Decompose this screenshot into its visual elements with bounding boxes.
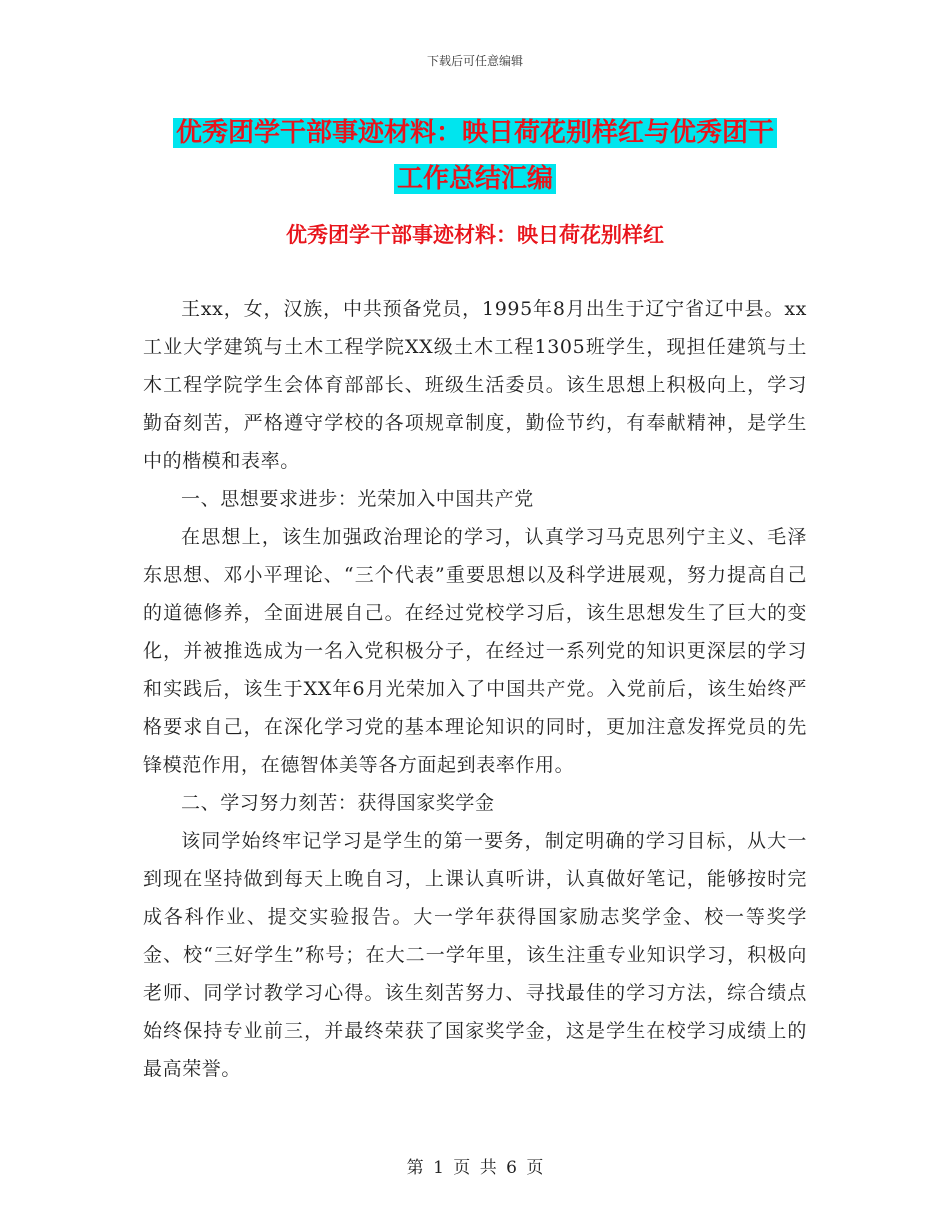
document-body bbox=[143, 290, 807, 1088]
document-title bbox=[140, 110, 810, 202]
document-title-line1: 优秀团学干部事迹材料：映日荷花别样红与优秀团干 bbox=[173, 118, 777, 148]
section-heading-study: 二、学习努力刻苦：获得国家奖学金 bbox=[181, 792, 495, 814]
paragraph-thought: 在思想上，该生加强政治理论的学习，认真学习马克思列宁主义、毛泽东思想、邓小平理论、“三个代表”重要思想以及科学进展观，努力提高自己的道德修养，全面进展自己。在经过党校学习后，该生思想发生了巨大的变化，并被推选成为一名入党积极分子，在经过一系列党的知识更深层的学习和实践后，该生于XX年6月光荣加入了中国共产党。入党前后，该生始终严格要求自己，在深化学习党的基本理论知识的同时，更加注意发挥党员的先锋模范作用，在德智体美等各方面起到表率作用。 bbox=[143, 526, 807, 776]
paragraph-study: 该同学始终牢记学习是学生的第一要务，制定明确的学习目标，从大一到现在坚持做到每天上晚自习，上课认真听讲，认真做好笔记，能够按时完成各科作业、提交实验报告。大一学年获得国家励志奖学金、校一等奖学金、校“三好学生”称号；在大二一学年里，该生注重专业知识学习，积极向老师、同学讨教学习心得。该生刻苦努力、寻找最佳的学习方法，综合绩点始终保持专业前三，并最终荣获了国家奖学金，这是学生在校学习成绩上的最高荣誉。 bbox=[143, 830, 807, 1080]
document-title-line2: 工作总结汇编 bbox=[394, 164, 556, 194]
page-number: 第 1 页 共 6 页 bbox=[406, 1158, 544, 1178]
paragraph-intro: 王xx，女，汉族，中共预备党员，1995年8月出生于辽宁省辽中县。xx工业大学建筑与土木工程学院XX级土木工程1305班学生，现担任建筑与土木工程学院学生会体育部部长、班级生活委员。该生思想上积极向上，学习勤奋刻苦，严格遵守学校的各项规章制度，勤俭节约，有奉献精神，是学生中的楷模和表率。 bbox=[143, 298, 807, 472]
section-heading-thought: 一、思想要求进步：光荣加入中国共产党 bbox=[181, 488, 534, 510]
section-title: 优秀团学干部事迹材料：映日荷花别样红 bbox=[286, 222, 664, 247]
header-note: 下载后可任意编辑 bbox=[426, 54, 523, 68]
